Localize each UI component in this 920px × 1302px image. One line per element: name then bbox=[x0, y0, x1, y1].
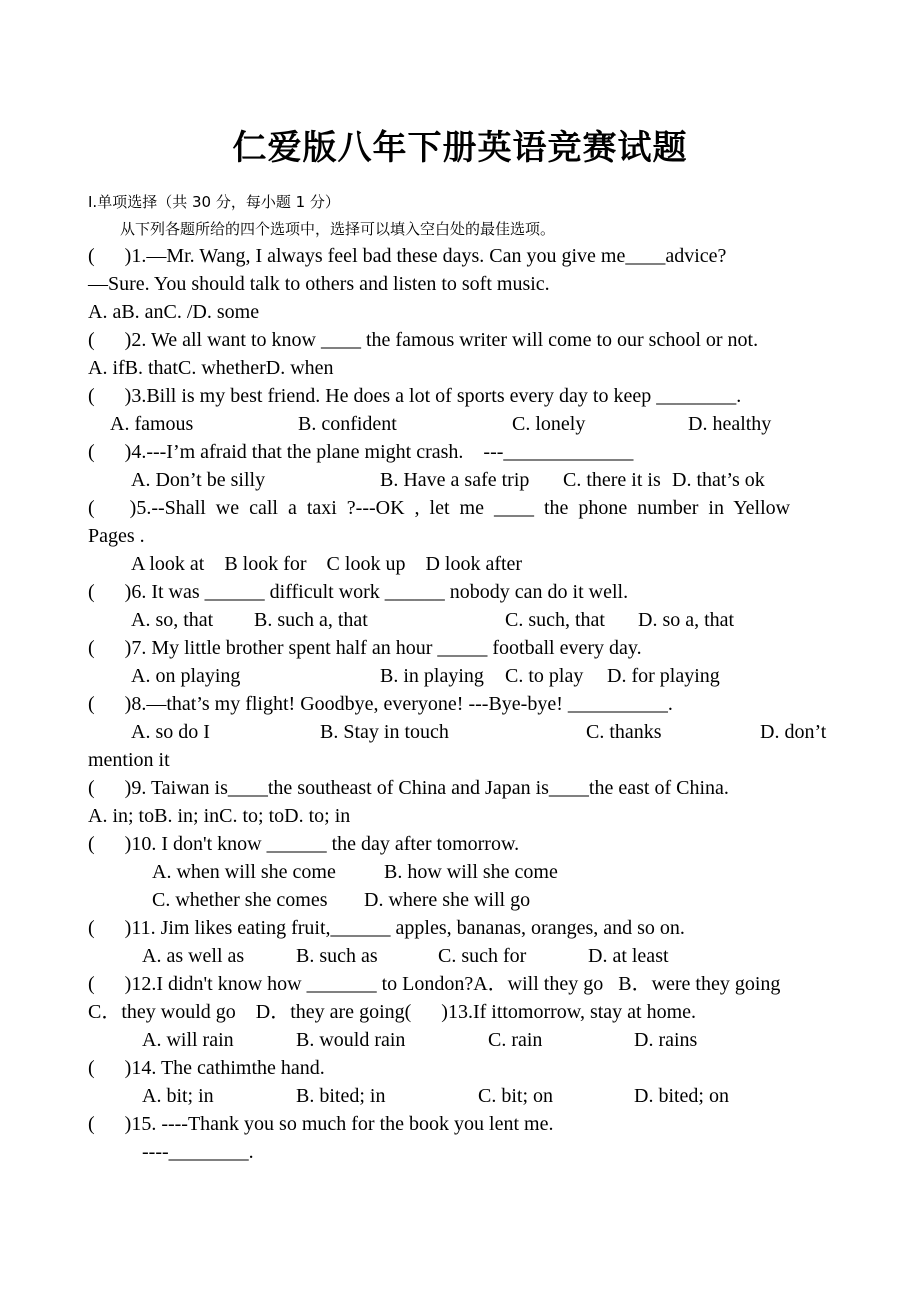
question-5: ( )5.--Shall we call a taxi ?---OK , let me ____ the phone number in Yellow bbox=[88, 497, 791, 519]
question-10-option-b: B. how will she come bbox=[384, 861, 558, 883]
question-1-answer: —Sure. You should talk to others and listen to soft music. bbox=[88, 273, 550, 295]
question-3-option-b: B. confident bbox=[298, 413, 397, 435]
question-8-option-a: A. so do I bbox=[131, 721, 210, 743]
question-7-option-d: D. for playing bbox=[607, 665, 720, 687]
question-9-options: A. in; toB. in; inC. to; toD. to; in bbox=[88, 805, 351, 827]
question-14: ( )14. The cathimthe hand. bbox=[88, 1057, 325, 1079]
document-title: 仁爱版八年下册英语竞赛试题 bbox=[232, 128, 688, 168]
question-14-option-b: B. bited; in bbox=[296, 1085, 386, 1107]
question-8-option-d: D. don’t bbox=[760, 721, 827, 743]
question-14-option-a: A. bit; in bbox=[142, 1085, 214, 1107]
section-heading: I.单项选择（共 30 分，每小题 1 分） bbox=[88, 193, 340, 211]
question-13-option-b: B. would rain bbox=[296, 1029, 406, 1051]
question-2: ( )2. We all want to know ____ the famous writer will come to our school or not. bbox=[88, 329, 759, 351]
question-13-option-d: D. rains bbox=[634, 1029, 698, 1051]
question-15-answer: ----________. bbox=[142, 1141, 254, 1163]
question-4: ( )4.---I’m afraid that the plane might crash. ---_____________ bbox=[88, 441, 634, 463]
question-7: ( )7. My little brother spent half an hour _____ football every day. bbox=[88, 637, 642, 659]
question-11-option-a: A. as well as bbox=[142, 945, 245, 967]
question-11: ( )11. Jim likes eating fruit,______ apples, bananas, oranges, and so on. bbox=[88, 917, 685, 939]
question-2-options: A. ifB. thatC. whetherD. when bbox=[88, 357, 334, 379]
question-4-option-a: A. Don’t be silly bbox=[131, 469, 266, 491]
question-10-option-c: C. whether she comes bbox=[152, 889, 328, 911]
question-10-option-d: D. where she will go bbox=[364, 889, 531, 911]
question-14-option-c: C. bit; on bbox=[478, 1085, 554, 1107]
question-6-option-a: A. so, that bbox=[131, 609, 214, 631]
question-5-continued: Pages . bbox=[88, 525, 145, 547]
instruction-text: 从下列各题所给的四个选项中，选择可以填入空白处的最佳选项。 bbox=[120, 220, 556, 238]
question-8-option-c: C. thanks bbox=[586, 721, 662, 743]
question-4-option-d: D. that’s ok bbox=[672, 469, 765, 491]
question-6-option-c: C. such, that bbox=[505, 609, 605, 631]
question-12: ( )12.I didn't know how _______ to London?A．will they go B．were they going bbox=[88, 973, 781, 995]
question-7-option-a: A. on playing bbox=[131, 665, 241, 687]
question-5-options: A look at B look for C look up D look after bbox=[131, 553, 523, 575]
question-14-option-d: D. bited; on bbox=[634, 1085, 729, 1107]
question-6-option-b: B. such a, that bbox=[254, 609, 368, 631]
question-11-option-c: C. such for bbox=[438, 945, 527, 967]
question-4-option-b: B. Have a safe trip bbox=[380, 469, 530, 491]
question-1: ( )1.—Mr. Wang, I always feel bad these days. Can you give me____advice? bbox=[88, 245, 727, 267]
question-8: ( )8.—that’s my flight! Goodbye, everyone! ---Bye-bye! __________. bbox=[88, 693, 673, 715]
question-7-option-b: B. in playing bbox=[380, 665, 484, 687]
question-6: ( )6. It was ______ difficult work ______ nobody can do it well. bbox=[88, 581, 629, 603]
question-13-option-a: A. will rain bbox=[142, 1029, 234, 1051]
question-13-option-c: C. rain bbox=[488, 1029, 543, 1051]
question-7-option-c: C. to play bbox=[505, 665, 584, 687]
question-6-option-d: D. so a, that bbox=[638, 609, 735, 631]
question-1-options: A. aB. anC. /D. some bbox=[88, 301, 260, 323]
question-3-option-a: A. famous bbox=[110, 413, 194, 435]
question-11-option-d: D. at least bbox=[588, 945, 669, 967]
question-15: ( )15. ----Thank you so much for the book you lent me. bbox=[88, 1113, 554, 1135]
question-8-option-b: B. Stay in touch bbox=[320, 721, 449, 743]
question-10-option-a: A. when will she come bbox=[152, 861, 336, 883]
question-4-option-c: C. there it is bbox=[563, 469, 661, 491]
question-12-13-line: C．they would go D．they are going( )13.If ittomorrow, stay at home. bbox=[88, 1001, 697, 1023]
question-11-option-b: B. such as bbox=[296, 945, 378, 967]
question-9: ( )9. Taiwan is____the southeast of China and Japan is____the east of China. bbox=[88, 777, 729, 799]
question-3-option-d: D. healthy bbox=[688, 413, 772, 435]
question-10: ( )10. I don't know ______ the day after tomorrow. bbox=[88, 833, 520, 855]
question-3: ( )3.Bill is my best friend. He does a lot of sports every day to keep ________. bbox=[88, 385, 742, 407]
question-8-continued: mention it bbox=[88, 749, 170, 771]
question-3-option-c: C. lonely bbox=[512, 413, 586, 435]
